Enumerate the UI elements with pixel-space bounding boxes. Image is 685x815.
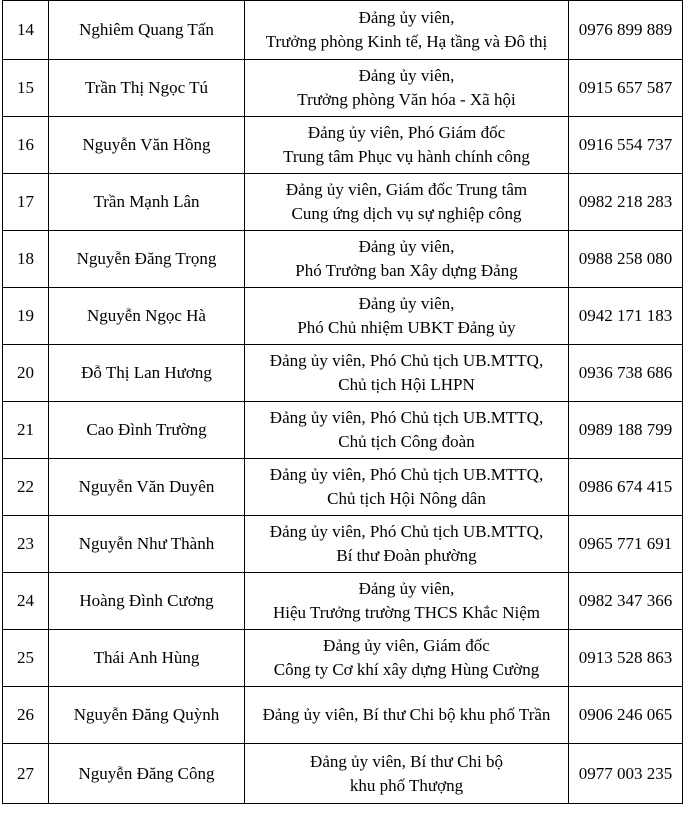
member-position (245, 516, 569, 573)
row-number: 25 (3, 630, 49, 687)
phone-number: 0942 171 183 (569, 288, 683, 345)
member-name: Thái Anh Hùng (49, 630, 245, 687)
position-line: Bí thư Đoàn phường (336, 546, 477, 565)
position-line: Chủ tịch Công đoàn (338, 432, 475, 451)
member-name: Hoàng Đình Cương (49, 573, 245, 630)
officials-table-body (3, 1, 683, 804)
position-line: Đảng ủy viên, Phó Giám đốc (307, 123, 506, 142)
row-number: 23 (3, 516, 49, 573)
position-line: Đảng ủy viên, Phó Chủ tịch UB.MTTQ, (269, 465, 544, 484)
position-line: Chủ tịch Hội Nông dân (327, 489, 486, 508)
position-line: Chủ tịch Hội LHPN (338, 375, 475, 394)
position-line: Đảng ủy viên, (358, 8, 455, 27)
phone-number: 0916 554 737 (569, 117, 683, 174)
phone-number: 0976 899 889 (569, 1, 683, 60)
position-line: Đảng ủy viên, (358, 66, 455, 85)
phone-number: 0988 258 080 (569, 231, 683, 288)
table-row (3, 288, 683, 345)
member-name: Nguyễn Đăng Công (49, 744, 245, 804)
row-number: 24 (3, 573, 49, 630)
row-number: 21 (3, 402, 49, 459)
member-name: Nguyễn Như Thành (49, 516, 245, 573)
member-position (245, 630, 569, 687)
position-line: Đảng ủy viên, Phó Chủ tịch UB.MTTQ, (269, 522, 544, 541)
phone-number: 0936 738 686 (569, 345, 683, 402)
position-line: Đảng ủy viên, (358, 294, 455, 313)
position-line: Đảng ủy viên, Phó Chủ tịch UB.MTTQ, (269, 351, 544, 370)
member-position (245, 687, 569, 744)
table-row (3, 459, 683, 516)
row-number: 20 (3, 345, 49, 402)
member-position (245, 231, 569, 288)
table-row (3, 687, 683, 744)
phone-number: 0915 657 587 (569, 60, 683, 117)
member-position (245, 117, 569, 174)
position-line: khu phố Thượng (349, 775, 464, 795)
member-position (245, 345, 569, 402)
position-line: Trung tâm Phục vụ hành chính công (283, 147, 530, 166)
table-row (3, 345, 683, 402)
position-line: Đảng ủy viên, Bí thư Chi bộ khu phố Trần (262, 705, 551, 724)
phone-number: 0982 347 366 (569, 573, 683, 630)
table-row (3, 231, 683, 288)
position-line: Đảng ủy viên, Giám đốc (323, 636, 490, 655)
member-position (245, 174, 569, 231)
table-row (3, 1, 683, 60)
row-number: 27 (3, 744, 49, 804)
member-position (245, 459, 569, 516)
position-line: Hiệu Trưởng trường THCS Khắc Niệm (272, 603, 540, 622)
phone-number: 0989 188 799 (569, 402, 683, 459)
table-row (3, 573, 683, 630)
position-line: Đảng ủy viên, Bí thư Chi bộ (310, 751, 503, 771)
member-name: Nghiêm Quang Tấn (49, 1, 245, 60)
row-number: 17 (3, 174, 49, 231)
row-number: 14 (3, 1, 49, 60)
row-number: 19 (3, 288, 49, 345)
member-name: Trần Thị Ngọc Tú (49, 60, 245, 117)
table-row (3, 630, 683, 687)
member-name: Cao Đình Trường (49, 402, 245, 459)
position-line: Công ty Cơ khí xây dựng Hùng Cường (273, 660, 540, 679)
member-name: Nguyễn Đăng Quỳnh (49, 687, 245, 744)
position-line: Đảng ủy viên, (358, 237, 455, 256)
phone-number: 0906 246 065 (569, 687, 683, 744)
row-number: 26 (3, 687, 49, 744)
member-position (245, 1, 569, 60)
member-name: Trần Mạnh Lân (49, 174, 245, 231)
position-line: Đảng ủy viên, (358, 579, 455, 598)
position-line: Phó Chủ nhiệm UBKT Đảng ủy (297, 318, 516, 337)
member-position (245, 573, 569, 630)
table-row (3, 60, 683, 117)
member-position (245, 60, 569, 117)
table-row (3, 117, 683, 174)
row-number: 22 (3, 459, 49, 516)
position-line: Đảng ủy viên, Giám đốc Trung tâm (285, 180, 528, 199)
table-row (3, 516, 683, 573)
phone-number: 0986 674 415 (569, 459, 683, 516)
phone-number: 0977 003 235 (569, 744, 683, 804)
position-line: Phó Trưởng ban Xây dựng Đảng (295, 261, 518, 280)
position-line: Đảng ủy viên, Phó Chủ tịch UB.MTTQ, (269, 408, 544, 427)
position-line: Trưởng phòng Kinh tế, Hạ tầng và Đô thị (265, 32, 548, 51)
member-name: Nguyễn Văn Duyên (49, 459, 245, 516)
row-number: 15 (3, 60, 49, 117)
position-line: Cung ứng dịch vụ sự nghiệp công (291, 204, 522, 223)
member-name: Đỗ Thị Lan Hương (49, 345, 245, 402)
member-position (245, 744, 569, 804)
table-row (3, 744, 683, 804)
table-row (3, 402, 683, 459)
member-position (245, 288, 569, 345)
phone-number: 0965 771 691 (569, 516, 683, 573)
member-name: Nguyễn Ngọc Hà (49, 288, 245, 345)
phone-number: 0982 218 283 (569, 174, 683, 231)
member-name: Nguyễn Đăng Trọng (49, 231, 245, 288)
member-position (245, 402, 569, 459)
position-line: Trưởng phòng Văn hóa - Xã hội (297, 90, 516, 109)
row-number: 18 (3, 231, 49, 288)
member-name: Nguyễn Văn Hồng (49, 117, 245, 174)
phone-number: 0913 528 863 (569, 630, 683, 687)
row-number: 16 (3, 117, 49, 174)
table-row (3, 174, 683, 231)
officials-table (2, 0, 683, 804)
